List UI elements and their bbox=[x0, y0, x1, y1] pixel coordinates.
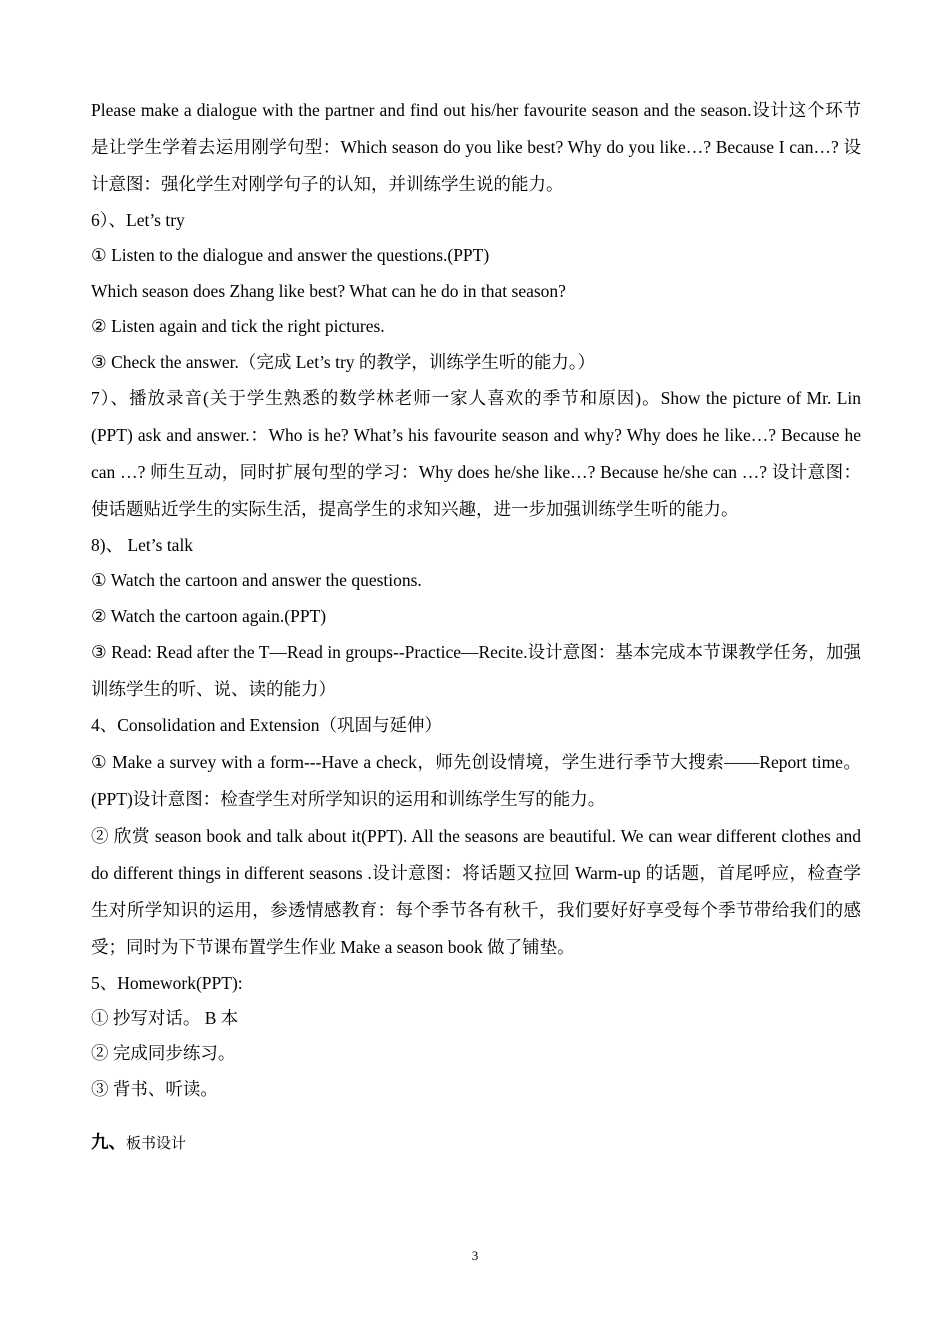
section-lets-try: 6）、Let’s try bbox=[91, 210, 185, 230]
list-item: ③ 背书、听读。 bbox=[91, 1078, 218, 1099]
paragraph-dialogue-practice: Please make a dialogue with the partner and find out his/her favourite season and the season.设计这个环节是让学生学着去运用刚学句型：Which season do you like best? Why do you like…? Because I can…? 设计意图：强化学生对刚学句子的认知，并训练学生说的能力。 bbox=[91, 100, 861, 194]
list-item: ① 抄写对话。 B 本 bbox=[91, 1008, 239, 1029]
heading-text: 板书设计 bbox=[126, 1135, 187, 1152]
list-item: ② 欣赏 season book and talk about it(PPT). All the seasons are beautiful. We can wear different clothes and do different things in different seasons .设计意图：将话题又拉回 Warm-up 的话题，首尾呼应，检查学生对所学知识的运用，参透情感教育：每个季节各有秋千，我们要好好享受每个季节带给我们的感受；同时为下节课布置学生作业 Make a season book 做了铺垫。 bbox=[91, 825, 861, 957]
page-number: 3 bbox=[471, 1248, 479, 1263]
list-item: ② Watch the cartoon again.(PPT) bbox=[91, 605, 327, 626]
list-item: ① Watch the cartoon and answer the questions. bbox=[91, 570, 422, 591]
list-item: Which season does Zhang like best? What can he do in that season? bbox=[91, 280, 566, 301]
list-item: ③ Check the answer.（完成 Let’s try 的教学，训练学生听的能力。） bbox=[91, 351, 596, 372]
list-item: ③ Read: Read after the T—Read in groups--Practice—Recite.设计意图：基本完成本节课教学任务，加强训练学生的听、说、读的能力） bbox=[91, 642, 861, 700]
paragraph-recording: 7）、播放录音(关于学生熟悉的数学林老师一家人喜欢的季节和原因)。Show the picture of Mr. Lin (PPT) ask and answer.：Who is he? What’s his favourite season and why? Why does he like…? Because he can …? 师生互动，同时扩展句型的学习：Why does he/she like…? Because he/she can …? 设计意图：使话题贴近学生的实际生活，提高学生的求知兴趣，进一步加强训练学生听的能力。 bbox=[91, 388, 861, 520]
section-lets-talk: 8)、 Let’s talk bbox=[91, 535, 194, 556]
section-heading-board-design bbox=[91, 1125, 861, 1162]
list-item: ① Make a survey with a form---Have a check，师先创设情境，学生进行季节大搜索——Report time。(PPT)设计意图：检查学生对所学知识的运用和训练学生写的能力。 bbox=[91, 751, 861, 809]
list-item: ② Listen again and tick the right pictures. bbox=[91, 316, 385, 337]
document-page bbox=[91, 92, 861, 1180]
list-item: ② 完成同步练习。 bbox=[91, 1043, 236, 1064]
list-item: ① Listen to the dialogue and answer the questions.(PPT) bbox=[91, 245, 490, 266]
section-consolidation: 4、Consolidation and Extension（巩固与延伸） bbox=[91, 715, 442, 736]
heading-number: 九、 bbox=[91, 1131, 126, 1152]
section-homework: 5、Homework(PPT): bbox=[91, 972, 243, 993]
